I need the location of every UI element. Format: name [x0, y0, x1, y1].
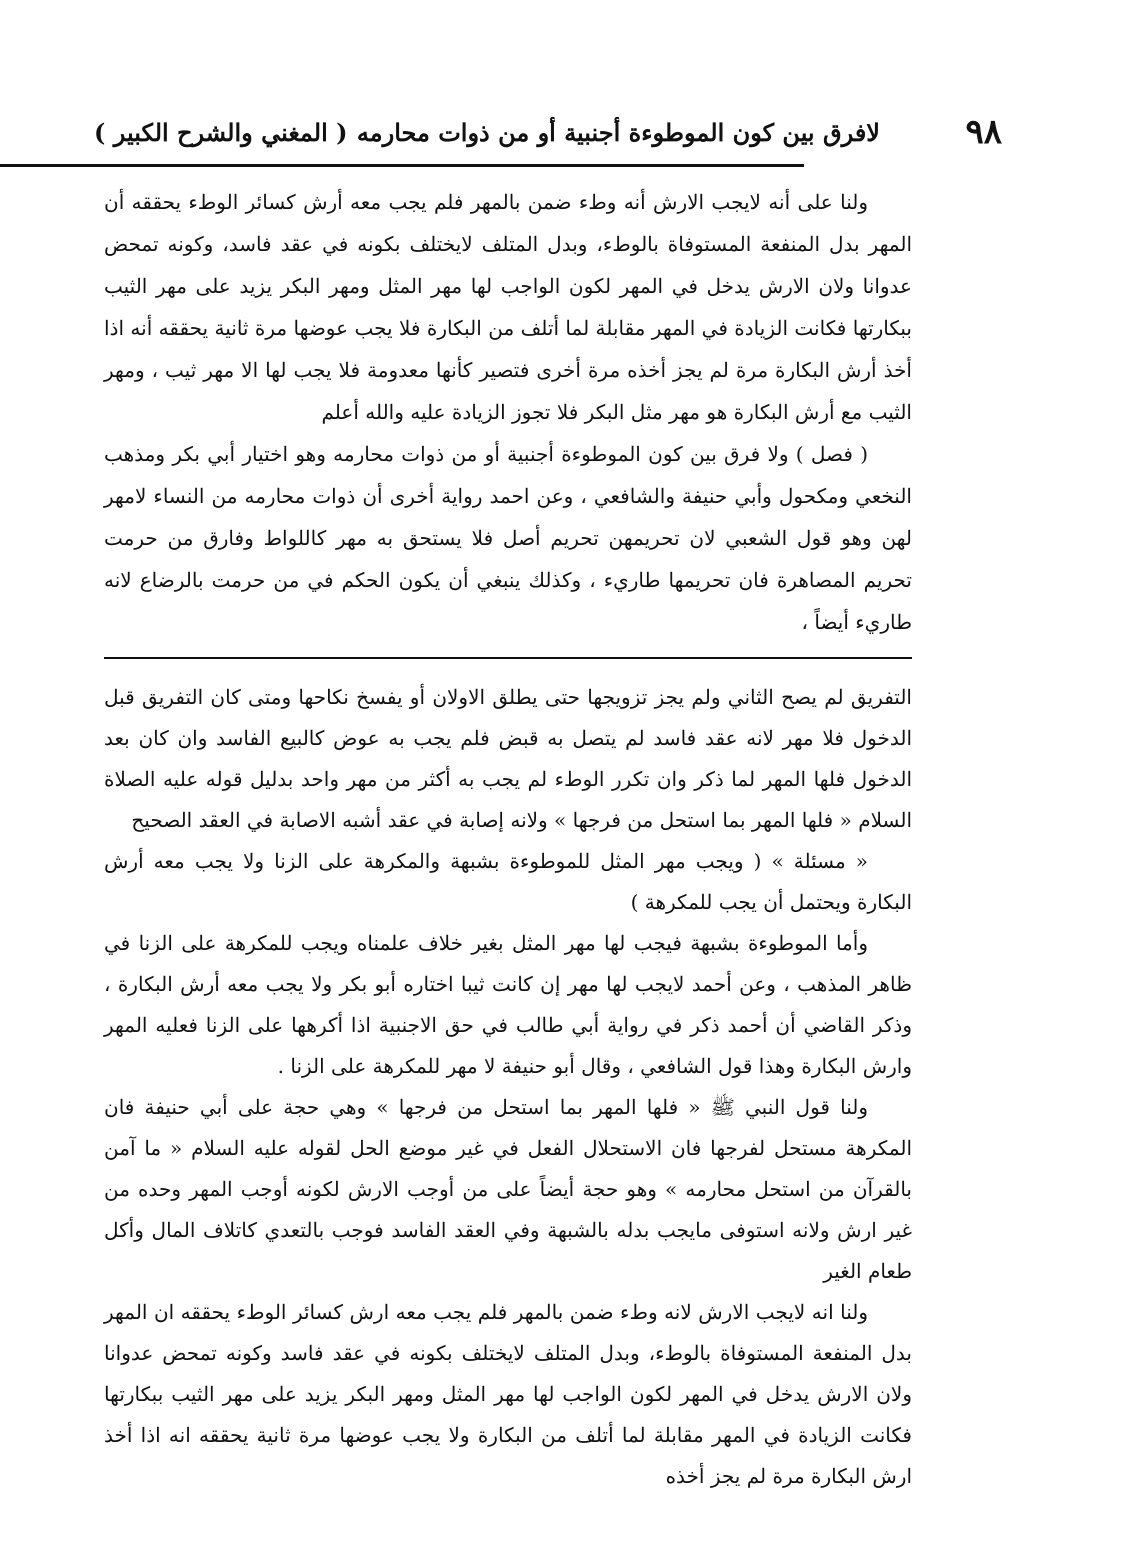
page-header	[90, 112, 1010, 156]
running-title: لافرق بين كون الموطوءة أجنبية أو من ذوات محارمه	[356, 118, 880, 147]
lower-text-block	[104, 677, 912, 1497]
book-page	[90, 112, 1010, 1497]
section-divider	[104, 657, 912, 659]
header-divider	[0, 164, 804, 167]
lower-paragraph-3: وأما الموطوءة بشبهة فيجب لها مهر المثل بغير خلاف علمناه ويجب للمكرهة على الزنا في ظاهر المذهب ، وعن أحمد لايجب لها مهر إن كانت ثيبا اختاره أبو بكر ولا يجب معه أرش البكارة ، وذكر القاضي أن أحمد ذكر في رواية أبي طالب في حق الاجنبية اذا أكرهها على الزنا فعليه المهر وارش البكارة وهذا قول الشافعي ، وقال أبو حنيفة لا مهر للمكرهة على الزنا .	[104, 931, 912, 1078]
lower-paragraph-4: ولنا قول النبي ﷺ « فلها المهر بما استحل من فرجها » وهي حجة على أبي حنيفة فان المكرهة مستحل لفرجها فان الاستحلال الفعل في غير موضع الحل لقوله عليه السلام « ما آمن بالقرآن من استحل محارمه » وهو حجة أيضاً على من أوجب الارش لكونه أوجب المهر وحده من غير ارش ولانه استوفى مايجب بدله بالشبهة وفي العقد الفاسد فوجب بالتعدي كاتلاف المال وأكل طعام الغير	[104, 1095, 912, 1283]
upper-text-block	[104, 181, 912, 643]
upper-paragraph-1: ولنا على أنه لايجب الارش أنه وطء ضمن بالمهر فلم يجب معه أرش كسائر الوطء يحققه أن المهر بدل المنفعة المستوفاة بالوطء، وبدل المتلف لايختلف بكونه في عقد فاسد، وكونه تمحض عدوانا ولان الارش يدخل في المهر لكون الواجب لها مهر المثل ومهر البكر يزيد على مهر الثيب ببكارتها فكانت الزيادة في المهر مقابلة لما أتلف من البكارة فلا يجب عوضها مرة ثانية يحققه أنه اذا أخذ أرش البكارة مرة لم يجز أخذه مرة أخرى فتصير كأنها معدومة فلا يجب لها الا مهر ثيب ، ومهر الثيب مع أرش البكارة هو مهر مثل البكر فلا تجوز الزيادة عليه والله أعلم	[104, 190, 912, 424]
page-number: ٩٨	[965, 112, 1002, 152]
book-title: ( المغني والشرح الكبير )	[94, 118, 348, 147]
lower-paragraph-5: ولنا انه لايجب الارش لانه وطء ضمن بالمهر فلم يجب معه ارش كسائر الوطء يحققه ان المهر بدل المنفعة المستوفاة بالوطء، وبدل المتلف لايختلف بكونه في عقد فاسد وكونه تمحض عدوانا ولان الارش يدخل في المهر لكون الواجب لها مهر المثل ومهر البكر يزيد على مهر الثيب ببكارتها فكانت الزيادة في المهر مقابلة لما أتلف من البكارة ولا يجب عوضها مرة ثانية يحققه انه اذا أخذ ارش البكارة مرة لم يجز أخذه	[104, 1300, 912, 1488]
lower-paragraph-1: التفريق لم يصح الثاني ولم يجز تزويجها حتى يطلق الاولان أو يفسخ نكاحها ومتى كان التفريق قبل الدخول فلا مهر لانه عقد فاسد لم يتصل به قبض فلم يجب به عوض كالبيع الفاسد وان كان بعد الدخول فلها المهر لما ذكر وان تكرر الوطء لم يجب به أكثر من مهر واحد بدليل قوله عليه الصلاة السلام « فلها المهر بما استحل من فرجها » ولانه إصابة في عقد أشبه الاصابة في العقد الصحيح	[104, 685, 912, 832]
upper-paragraph-2: ( فصل ) ولا فرق بين كون الموطوءة أجنبية أو من ذوات محارمه وهو اختيار أبي بكر ومذهب النخعي ومكحول وأبي حنيفة والشافعي ، وعن احمد رواية أخرى أن ذوات محارمه من النساء لامهر لهن وهو قول الشعبي لان تحريمهن تحريم أصل فلا يستحق به مهر كاللواط وفارق من حرمت تحريم المصاهرة فان تحريمها طاريء ، وكذلك ينبغي أن يكون الحكم في من حرمت بالرضاع لانه طاريء أيضاً ،	[104, 442, 912, 634]
lower-paragraph-2: « مسئلة » ( ويجب مهر المثل للموطوءة بشبهة والمكرهة على الزنا ولا يجب معه أرش البكارة ويحتمل أن يجب للمكرهة )	[104, 849, 912, 914]
